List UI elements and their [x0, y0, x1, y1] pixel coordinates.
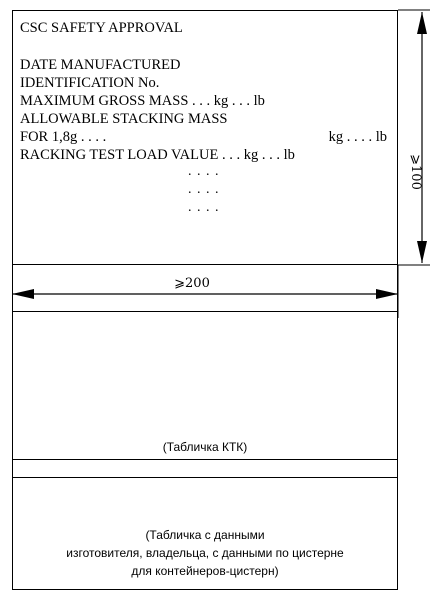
date-manufactured-line: DATE MANUFACTURED: [20, 57, 181, 73]
racking-test-line: RACKING TEST LOAD VALUE . . . kg . . . lb: [20, 147, 295, 163]
plate-title: CSC SAFETY APPROVAL: [20, 20, 183, 36]
ktk-caption: (Табличка КТК): [162, 440, 248, 454]
max-gross-mass-line: MAXIMUM GROSS MASS . . . kg . . . lb: [20, 93, 265, 109]
continuation-dots: . . . .: [188, 164, 220, 179]
arrow-up-icon: [417, 12, 427, 34]
arrow-left-icon: [12, 289, 34, 299]
stacking-units: kg . . . . lb: [328, 129, 387, 145]
identification-line: IDENTIFICATION No.: [20, 75, 160, 91]
owner-caption-line-1: (Табличка с данными: [145, 528, 265, 542]
continuation-dots: . . . .: [188, 200, 220, 215]
width-label: ⩾200: [174, 276, 210, 291]
stacking-for-line: FOR 1,8g . . . .: [20, 129, 107, 145]
arrow-down-icon: [417, 241, 427, 263]
owner-caption-line-3: для контейнеров-цистерн): [131, 564, 279, 578]
continuation-dots: . . . .: [188, 182, 220, 197]
arrow-right-icon: [376, 289, 398, 299]
allowable-stacking-line: ALLOWABLE STACKING MASS: [20, 111, 228, 127]
height-label: ⩾100: [408, 154, 423, 190]
owner-caption-line-2: изготовителя, владельца, с данными по цистерне: [66, 546, 344, 560]
